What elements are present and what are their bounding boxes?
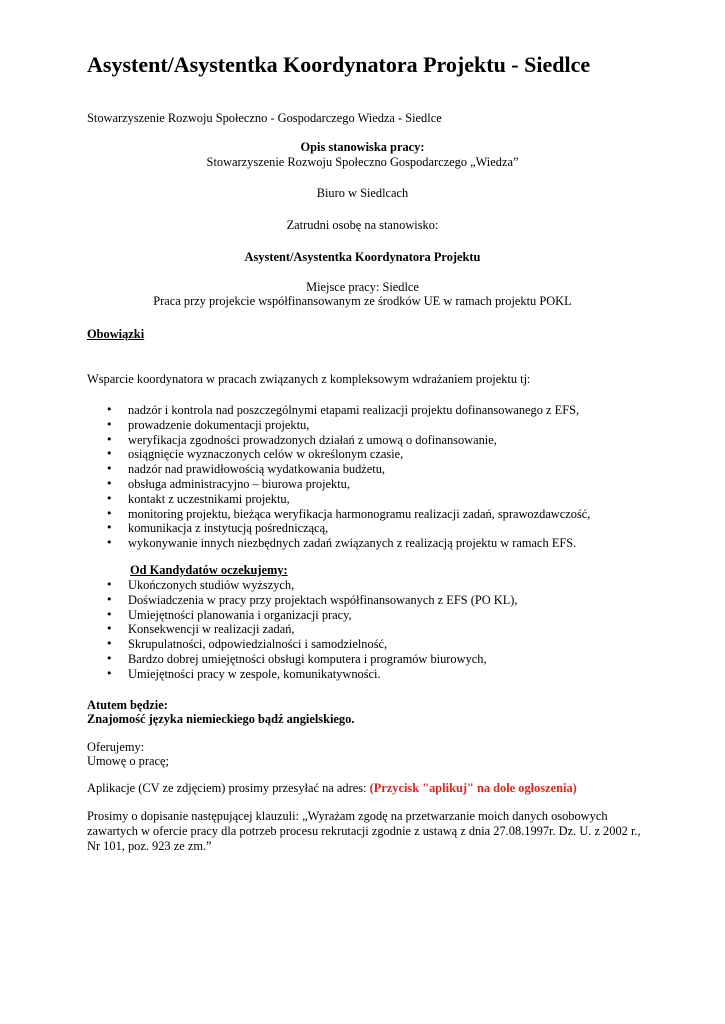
duties-intro: Wsparcie koordynatora w pracach związanych z kompleksowym wdrażaniem projektu tj: [87, 372, 531, 386]
list-item: • Skrupulatności, odpowiedzialności i samodzielność, [87, 637, 518, 652]
workplace-text: Miejsce pracy: Siedlce [306, 280, 419, 294]
office-location: Biuro w Siedlcach [316, 186, 409, 200]
offer-text: Umowę o pracę; [87, 754, 169, 768]
list-item: • wykonywanie innych niezbędnych zadań związanych z realizacją projektu w ramach EFS. [87, 536, 590, 551]
list-item: • obsługa administracyjno – biurowa projektu, [87, 477, 590, 492]
list-item: • nadzór i kontrola nad poszczególnymi etapami realizacji projektu dofinansowanego z EFS, [87, 403, 590, 418]
duties-list [87, 403, 590, 551]
project-info-text: Praca przy projekcie współfinansowanym ze środków UE w ramach projektu POKL [153, 294, 572, 308]
requirements-list [87, 578, 518, 682]
hires-for-text: Zatrudni osobę na stanowisko: [286, 218, 439, 232]
list-item: • Bardzo dobrej umiejętności obsługi komputera i programów biurowych, [87, 652, 518, 667]
offer-label: Oferujemy: [87, 740, 145, 754]
list-item: • Ukończonych studiów wyższych, [87, 578, 518, 593]
apply-line [87, 781, 577, 796]
employer-name: Stowarzyszenie Rozwoju Społeczno - Gospodarczego Wiedza - Siedlce [87, 111, 442, 125]
list-item: • nadzór nad prawidłowością wydatkowania budżetu, [87, 462, 590, 477]
list-item: • weryfikacja zgodności prowadzonych działań z umową o dofinansowanie, [87, 433, 590, 448]
clause-line: zawartych w ofercie pracy dla potrzeb procesu rekrutacji zgodnie z ustawą z dnia 27.08.1997r. Dz. U. z 2002 r., [87, 824, 641, 838]
position-name: Asystent/Asystentka Koordynatora Projektu [244, 250, 481, 264]
apply-button-hint: (Przycisk "aplikuj" na dole ogłoszenia) [369, 781, 577, 795]
clause-line: Nr 101, poz. 923 ze zm.” [87, 839, 212, 853]
list-item: • Umiejętności pracy w zespole, komunikatywności. [87, 667, 518, 682]
list-item: • monitoring projektu, bieżąca weryfikacja harmonogramu realizacji zadań, sprawozdawczość, [87, 507, 590, 522]
list-item: • Doświadczenia w pracy przy projektach współfinansowanych z EFS (PO KL), [87, 593, 518, 608]
description-heading: Opis stanowiska pracy: [300, 140, 425, 154]
job-title: Asystent/Asystentka Koordynatora Projektu - Siedlce [87, 52, 591, 77]
asset-label: Atutem będzie: [87, 698, 168, 712]
clause-line: Prosimy o dopisanie następującej klauzuli: „Wyrażam zgodę na przetwarzanie moich danych osobowych [87, 809, 608, 823]
organization-name: Stowarzyszenie Rozwoju Społeczno Gospodarczego „Wiedza” [206, 155, 519, 169]
list-item: • komunikacja z instytucją pośredniczącą, [87, 521, 590, 536]
asset-text: Znajomość języka niemieckiego bądź angielskiego. [87, 712, 355, 726]
list-item: • kontakt z uczestnikami projektu, [87, 492, 590, 507]
list-item: • Umiejętności planowania i organizacji pracy, [87, 608, 518, 623]
list-item: • osiągnięcie wyznaczonych celów w określonym czasie, [87, 447, 590, 462]
apply-text: Aplikacje (CV ze zdjęciem) prosimy przesyłać na adres: [87, 781, 370, 795]
list-item: • prowadzenie dokumentacji projektu, [87, 418, 590, 433]
duties-heading: Obowiązki [87, 327, 145, 341]
requirements-heading: Od Kandydatów oczekujemy: [130, 563, 288, 577]
list-item: • Konsekwencji w realizacji zadań, [87, 622, 518, 637]
